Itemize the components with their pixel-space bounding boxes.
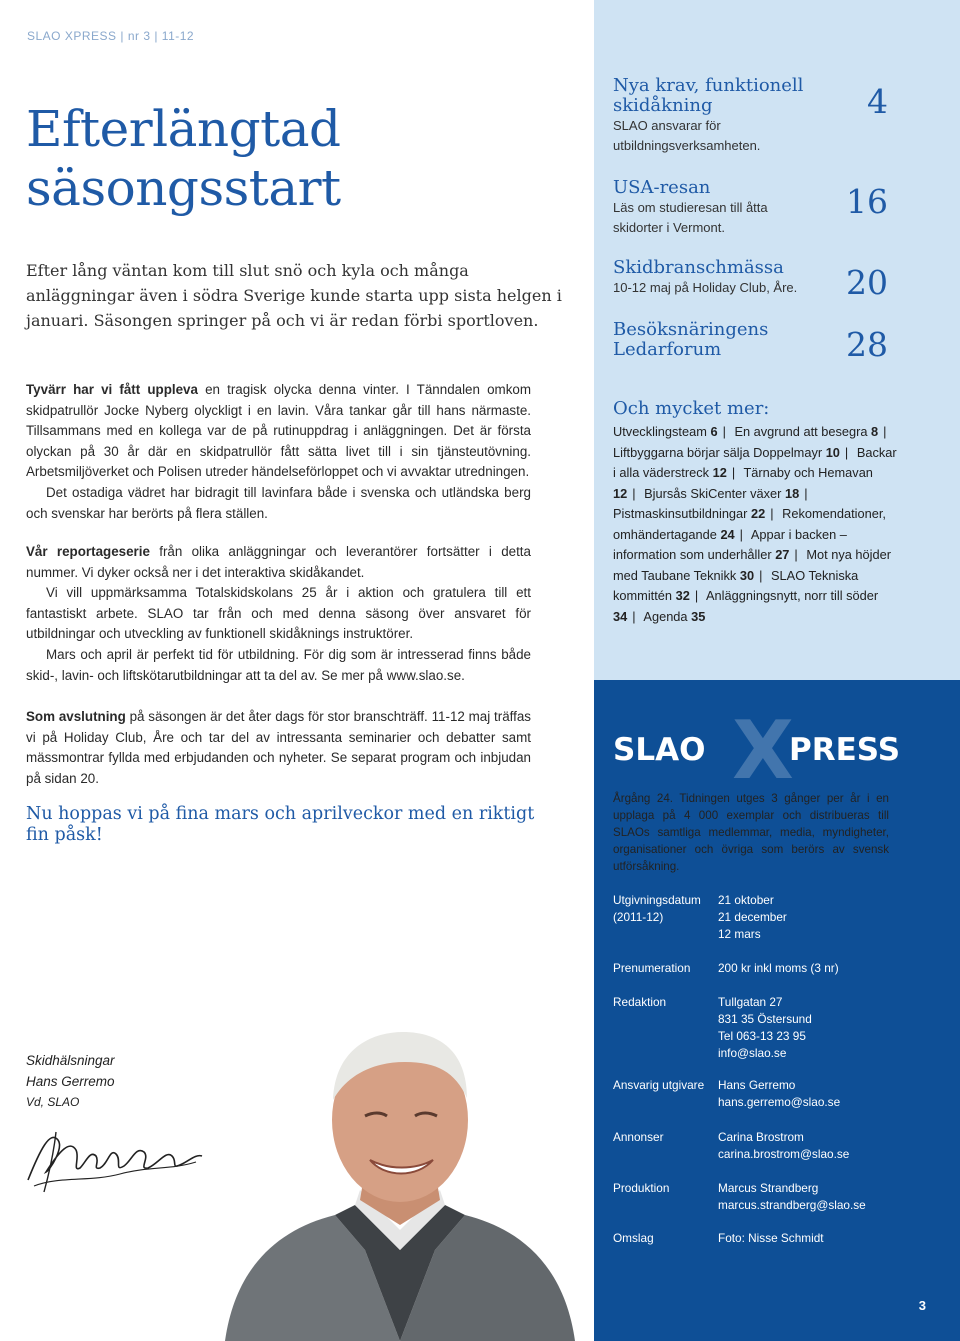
separator: | (759, 567, 763, 583)
more-item-text: Backar i alla väderstreck (613, 444, 897, 480)
more-item-text: SLAO Tekniska kommittén (613, 567, 859, 603)
toc-page-number: 4 (867, 82, 888, 121)
more-list-item[interactable] (613, 424, 718, 439)
masthead-about: Årgång 24. Tidningen utges 3 gånger per år i en upplaga på 4 000 exemplar och distribueras till SLAOs samtliga medlemmar, media, myndigheter, organisationer och övriga som berörs av svensk utförsåkning. (613, 792, 889, 873)
toc-item-desc: 10-12 maj på Holiday Club, Åre. (613, 280, 798, 295)
more-item-page: 24 (720, 526, 735, 542)
more-list-item[interactable] (613, 506, 765, 521)
masthead-row-key: Annonser (613, 1130, 664, 1144)
article-body-part1 (26, 380, 531, 524)
toc-item-3[interactable] (613, 258, 833, 298)
toc-item-title: Nya krav, funktionell skidåkning (613, 75, 804, 116)
masthead-row-value: 21 oktober 21 december 12 mars (718, 893, 787, 941)
separator: | (804, 485, 808, 501)
toc-item-title: USA-resan (613, 177, 711, 198)
toc-item-1[interactable] (613, 76, 853, 156)
separator: | (731, 465, 736, 480)
more-item-page: 10 (825, 444, 840, 460)
article-lead: Efter lång väntan kom till slut snö och kyla och många anläggningar även i södra Sverige kunde starta upp sista helgen i januari. Säsongen springer på och vi är redan förbi sportloven. (26, 261, 562, 331)
more-item-text: Bjursås SkiCenter växer (644, 485, 785, 501)
p6-text: på säsongen är det åter dags för stor branschträff. 11-12 maj träffas vi på Holiday Club, Åre och tar del av intressanta seminarier och debatter samt mässmontrar fyllda med erbjudanden och nyheter. Se separat program och inbjudan på sidan 20. (26, 709, 531, 786)
page-title: Efterlängtad säsongsstart (26, 100, 341, 217)
issue-line: SLAO XPRESS | nr 3 | 11-12 (27, 29, 195, 43)
toc-item-2[interactable] (613, 178, 813, 238)
signer-role: Vd, SLAO (26, 1095, 80, 1109)
masthead-row-key: Prenumeration (613, 961, 691, 975)
p4-text: Vi vill uppmärksamma Totalskidskolans 25 år i aktion och gratulera till ett fantastiskt arbete. SLAO tar från och med denna säsong över ansvaret för utbildningar och utveckling av funktionell skidåknings instruktörer. (26, 585, 531, 642)
more-item-text: Anläggningsnytt, norr till söder (706, 588, 879, 603)
more-item-page: 18 (784, 485, 800, 501)
signature-image (20, 1110, 210, 1200)
more-item-page: 12 (613, 485, 628, 501)
more-item-text: Liftbyggarna börjar sälja Doppelmayr (613, 444, 826, 460)
separator: | (632, 608, 636, 624)
more-item-page: 30 (739, 567, 755, 583)
masthead-row-value: 200 kr inkl moms (3 nr) (718, 961, 839, 975)
more-item-page: 27 (775, 547, 790, 562)
more-item-text: Tärnaby och Hemavan (743, 465, 873, 480)
separator: | (770, 506, 774, 521)
article-body-part2 (26, 542, 531, 686)
toc-item-desc: SLAO ansvarar för utbildningsverksamheten. (613, 118, 761, 153)
closing-line: Nu hoppas vi på fina mars och aprilveckor med en riktigt fin påsk! (26, 804, 535, 845)
masthead-row-value: Hans Gerremo hans.gerremo@slao.se (718, 1078, 841, 1109)
portrait-photo (205, 1020, 595, 1341)
masthead-row-value: Tullgatan 27 831 35 Östersund Tel 063-13 23 95 info@slao.se (718, 995, 812, 1060)
more-item-page: 6 (710, 424, 718, 439)
p5-text: Mars och april är perfekt tid för utbildning. För dig som är intresserad finns både skid-, lavin- och liftskötarutbildningar att ta del av. Se mer på www.slao.se. (26, 646, 531, 683)
separator: | (844, 444, 849, 460)
toc-item-title: Besöksnäringens Ledarforum (613, 319, 769, 360)
greeting-block (26, 1050, 115, 1113)
separator: | (883, 424, 887, 439)
more-item-text: Agenda (643, 608, 692, 624)
more-item-page: 35 (691, 608, 706, 624)
p3-lead-bold: Vår reportageserie (26, 544, 150, 559)
more-list-item[interactable] (643, 609, 705, 624)
more-item-text: En avgrund att besegra (734, 424, 872, 439)
more-item-page: 22 (751, 506, 766, 521)
more-item-page: 12 (712, 465, 727, 480)
article-body-part3 (26, 707, 531, 789)
toc-page-number: 28 (846, 325, 888, 364)
p1-text: en tragisk olycka denna vinter. I Tänndalen omkom skidpatrullör Jocke Nyberg olyckligt i en lavin. Våra tankar går till hans närmaste. Tillsammans med en kollega var de på rutinuppdrag i anläggningen. Det är första olyckan på 30 år där en skidpatrullör fått sätta livet till i sin tjänsteutövning. Arbetsmiljöverket och Polisen utreder händelseförloppet och vi avvaktar utredningen. (26, 382, 531, 480)
more-item-text: Utvecklingsteam (613, 424, 711, 439)
masthead-row-key: Omslag (613, 1231, 654, 1245)
signer-name: Hans Gerremo (26, 1074, 115, 1089)
masthead-row-value: Foto: Nisse Schmidt (718, 1231, 824, 1245)
masthead-row-key: Redaktion (613, 995, 667, 1009)
toc-page-number: 20 (846, 263, 888, 302)
more-heading: Och mycket mer: (613, 398, 770, 419)
more-list-item[interactable] (613, 445, 840, 460)
more-list-item[interactable] (734, 424, 878, 439)
toc-item-title: Skidbranschmässa (613, 257, 784, 278)
more-item-text: Mot nya höjder med Taubane Teknikk (613, 547, 891, 583)
p6-lead-bold: Som avslutning (26, 709, 126, 724)
more-list-item[interactable] (644, 486, 799, 501)
masthead-row-value: Marcus Strandberg marcus.strandberg@slao.se (718, 1181, 866, 1212)
masthead-row-key: Produktion (613, 1181, 670, 1195)
p2-text: Det ostadiga vädret har bidragit till lavinfara både i svenska och utländska berg och svenskar har berörts på flera ställen. (26, 484, 531, 521)
toc-item-desc: Läs om studieresan till åtta skidorter i Vermont. (613, 200, 768, 235)
masthead-row-key: Ansvarig utgivare (613, 1078, 705, 1092)
more-item-text: Rekomendationer, omhändertagande (613, 506, 886, 542)
logo-x-letter: X (732, 716, 794, 786)
p1-lead-bold: Tyvärr har vi fått uppleva (26, 382, 198, 397)
separator: | (632, 485, 636, 501)
masthead-row-key: Utgivningsdatum (2011-12) (613, 893, 701, 924)
more-list (613, 422, 903, 627)
more-item-text: Appar i backen – information som underhåller (613, 526, 847, 562)
p3-text: från olika anläggningar och leverantörer fortsätter i detta nummer. Vi dyker också ner i det interaktiva skidåkandet. (26, 544, 531, 580)
toc-item-4[interactable] (613, 320, 833, 360)
separator: | (794, 547, 798, 562)
slao-xpress-logo (613, 716, 913, 786)
masthead-row-value: Carina Brostrom carina.brostrom@slao.se (718, 1130, 850, 1161)
more-item-page: 32 (675, 588, 690, 603)
more-item-page: 34 (613, 608, 628, 624)
toc-page-number: 16 (846, 182, 888, 221)
greeting-text: Skidhälsningar (26, 1053, 115, 1068)
separator: | (722, 424, 726, 439)
page-number: 3 (918, 1298, 926, 1313)
logo-right-text: PRESS (789, 732, 901, 768)
more-item-text: Pistmaskinsutbildningar (613, 506, 751, 521)
separator: | (694, 588, 699, 603)
logo-left-text: SLAO (613, 732, 706, 768)
more-item-page: 8 (871, 424, 879, 439)
separator: | (739, 526, 743, 542)
